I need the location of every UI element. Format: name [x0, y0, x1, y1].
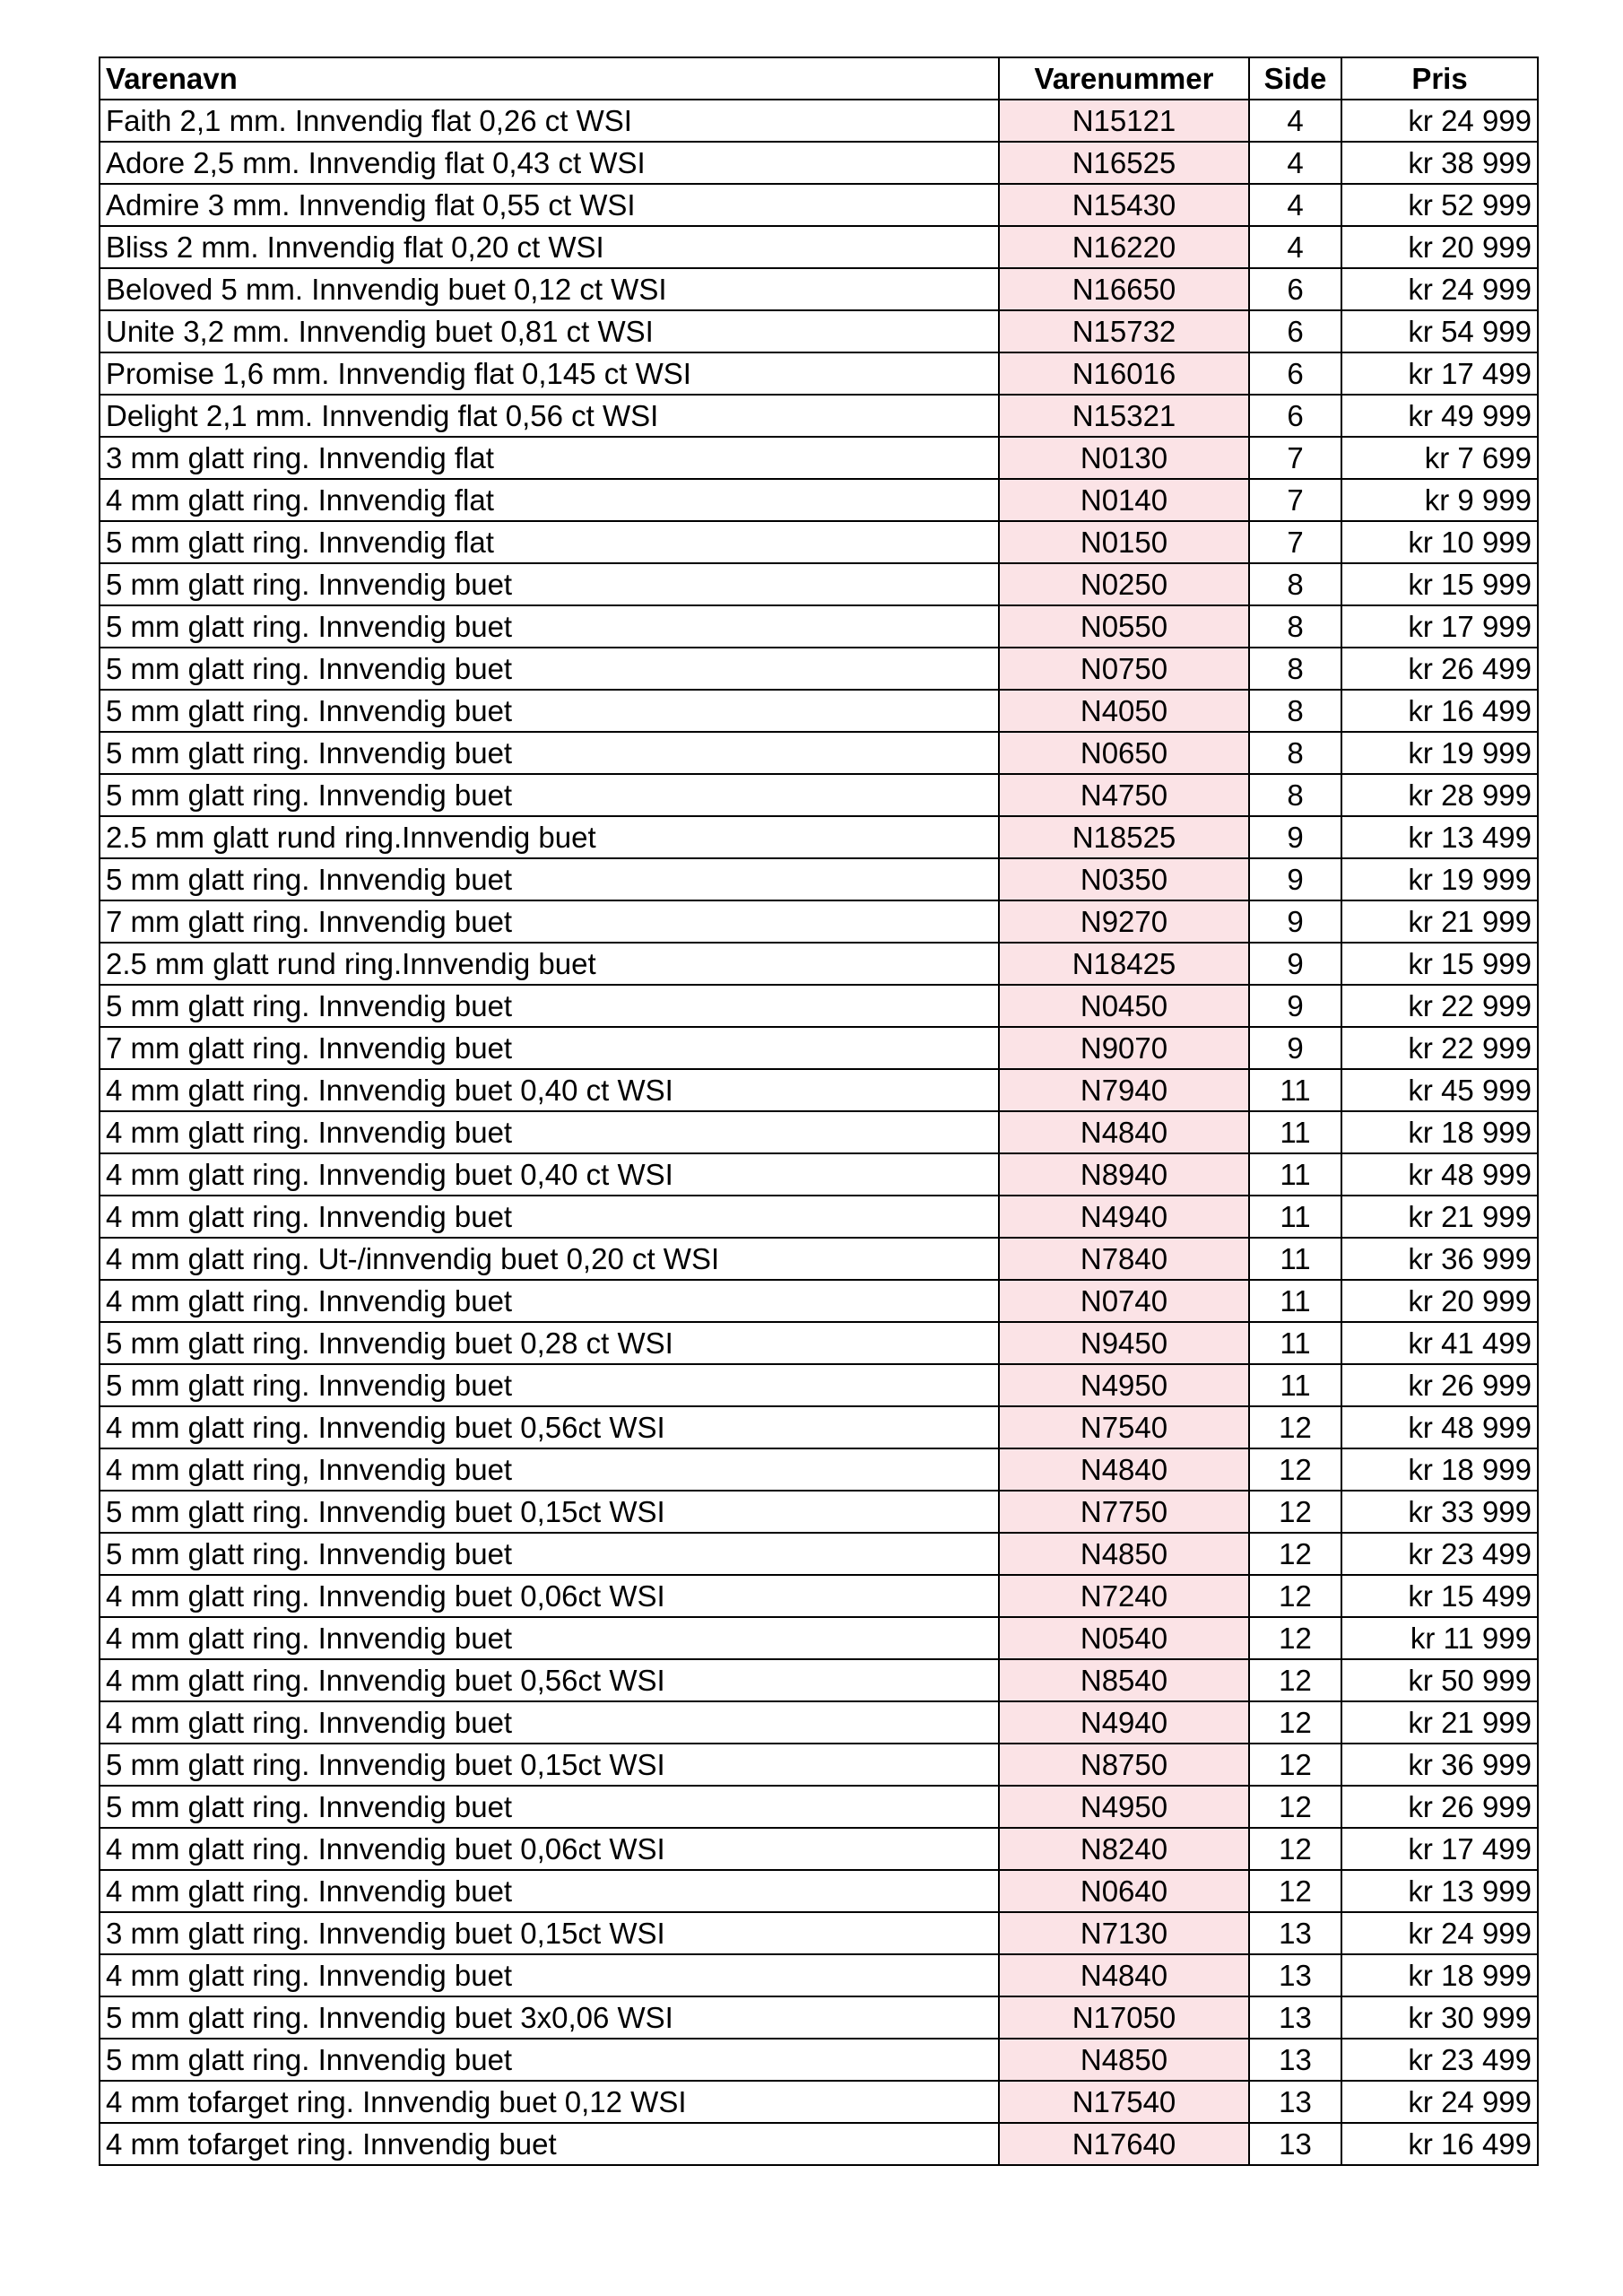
- page-number-cell: 6: [1249, 310, 1341, 352]
- table-row: [100, 648, 1538, 690]
- price-cell: kr 15 499: [1341, 1575, 1538, 1617]
- price-cell: kr 11 999: [1341, 1617, 1538, 1659]
- price-cell: kr 36 999: [1341, 1238, 1538, 1280]
- price-cell: kr 24 999: [1341, 100, 1538, 142]
- page-number-cell: 13: [1249, 1996, 1341, 2039]
- price-cell: kr 33 999: [1341, 1491, 1538, 1533]
- table-row: [100, 985, 1538, 1027]
- item-number-cell: N4050: [999, 690, 1249, 732]
- price-cell: kr 20 999: [1341, 1280, 1538, 1322]
- item-number-cell: N7240: [999, 1575, 1249, 1617]
- page-number-cell: 12: [1249, 1575, 1341, 1617]
- table-body: [100, 100, 1538, 2165]
- item-number-cell: N7750: [999, 1491, 1249, 1533]
- table-row: [100, 1786, 1538, 1828]
- product-name-cell: 5 mm glatt ring. Innvendig buet: [100, 2039, 999, 2081]
- price-cell: kr 22 999: [1341, 1027, 1538, 1069]
- product-name-cell: Bliss 2 mm. Innvendig flat 0,20 ct WSI: [100, 226, 999, 268]
- table-row: [100, 2039, 1538, 2081]
- table-row: [100, 1617, 1538, 1659]
- product-name-cell: 4 mm glatt ring. Innvendig buet: [100, 1954, 999, 1996]
- item-number-cell: N0650: [999, 732, 1249, 774]
- product-name-cell: 5 mm glatt ring. Innvendig buet: [100, 732, 999, 774]
- page-number-cell: 12: [1249, 1786, 1341, 1828]
- page-number-cell: 8: [1249, 732, 1341, 774]
- page-number-cell: 8: [1249, 774, 1341, 816]
- product-name-cell: 7 mm glatt ring. Innvendig buet: [100, 1027, 999, 1069]
- price-cell: kr 26 999: [1341, 1786, 1538, 1828]
- price-cell: kr 24 999: [1341, 268, 1538, 310]
- table-row: [100, 2123, 1538, 2165]
- price-cell: kr 16 499: [1341, 690, 1538, 732]
- product-name-cell: Delight 2,1 mm. Innvendig flat 0,56 ct WSI: [100, 395, 999, 437]
- page-number-cell: 4: [1249, 100, 1341, 142]
- page-number-cell: 9: [1249, 858, 1341, 900]
- product-name-cell: 5 mm glatt ring. Innvendig buet: [100, 605, 999, 648]
- page-number-cell: 9: [1249, 900, 1341, 943]
- price-cell: kr 41 499: [1341, 1322, 1538, 1364]
- price-cell: kr 21 999: [1341, 1701, 1538, 1744]
- product-name-cell: 5 mm glatt ring. Innvendig flat: [100, 521, 999, 563]
- item-number-cell: N9270: [999, 900, 1249, 943]
- table-row: [100, 900, 1538, 943]
- table-row: [100, 1701, 1538, 1744]
- table-row: [100, 1111, 1538, 1153]
- product-name-cell: 5 mm glatt ring. Innvendig buet: [100, 1533, 999, 1575]
- page-number-cell: 12: [1249, 1617, 1341, 1659]
- table-row: [100, 1448, 1538, 1491]
- item-number-cell: N15321: [999, 395, 1249, 437]
- price-cell: kr 23 499: [1341, 1533, 1538, 1575]
- product-name-cell: 4 mm glatt ring. Innvendig buet: [100, 1196, 999, 1238]
- page-number-cell: 12: [1249, 1491, 1341, 1533]
- price-cell: kr 16 499: [1341, 2123, 1538, 2165]
- product-name-cell: Beloved 5 mm. Innvendig buet 0,12 ct WSI: [100, 268, 999, 310]
- product-name-cell: 5 mm glatt ring. Innvendig buet 3x0,06 WSI: [100, 1996, 999, 2039]
- table-row: [100, 1322, 1538, 1364]
- page-number-cell: 4: [1249, 184, 1341, 226]
- item-number-cell: N4840: [999, 1448, 1249, 1491]
- price-cell: kr 21 999: [1341, 900, 1538, 943]
- item-number-cell: N15121: [999, 100, 1249, 142]
- price-cell: kr 22 999: [1341, 985, 1538, 1027]
- price-cell: kr 49 999: [1341, 395, 1538, 437]
- price-cell: kr 24 999: [1341, 1912, 1538, 1954]
- page-number-cell: 11: [1249, 1238, 1341, 1280]
- page-number-cell: 9: [1249, 985, 1341, 1027]
- product-name-cell: 5 mm glatt ring. Innvendig buet: [100, 774, 999, 816]
- page-number-cell: 11: [1249, 1153, 1341, 1196]
- page-number-cell: 7: [1249, 479, 1341, 521]
- product-name-cell: Faith 2,1 mm. Innvendig flat 0,26 ct WSI: [100, 100, 999, 142]
- header-row: [100, 57, 1538, 100]
- price-cell: kr 48 999: [1341, 1153, 1538, 1196]
- table-row: [100, 690, 1538, 732]
- table-row: [100, 352, 1538, 395]
- item-number-cell: N16525: [999, 142, 1249, 184]
- table-row: [100, 226, 1538, 268]
- item-number-cell: N7940: [999, 1069, 1249, 1111]
- item-number-cell: N9450: [999, 1322, 1249, 1364]
- page-number-cell: 11: [1249, 1111, 1341, 1153]
- product-name-cell: 4 mm glatt ring. Innvendig buet: [100, 1617, 999, 1659]
- product-name-cell: 4 mm glatt ring. Innvendig buet: [100, 1280, 999, 1322]
- price-cell: kr 26 999: [1341, 1364, 1538, 1406]
- table-row: [100, 1069, 1538, 1111]
- table-row: [100, 1491, 1538, 1533]
- price-cell: kr 19 999: [1341, 732, 1538, 774]
- table-row: [100, 732, 1538, 774]
- item-number-cell: N4750: [999, 774, 1249, 816]
- item-number-cell: N0550: [999, 605, 1249, 648]
- product-name-cell: Unite 3,2 mm. Innvendig buet 0,81 ct WSI: [100, 310, 999, 352]
- header-varenummer: Varenummer: [999, 57, 1249, 100]
- item-number-cell: N18525: [999, 816, 1249, 858]
- product-name-cell: Promise 1,6 mm. Innvendig flat 0,145 ct WSI: [100, 352, 999, 395]
- item-number-cell: N8540: [999, 1659, 1249, 1701]
- item-number-cell: N4950: [999, 1364, 1249, 1406]
- product-name-cell: 5 mm glatt ring. Innvendig buet: [100, 985, 999, 1027]
- price-cell: kr 36 999: [1341, 1744, 1538, 1786]
- table-row: [100, 1954, 1538, 1996]
- product-name-cell: 4 mm tofarget ring. Innvendig buet: [100, 2123, 999, 2165]
- product-name-cell: 2.5 mm glatt rund ring.Innvendig buet: [100, 943, 999, 985]
- product-name-cell: 5 mm glatt ring. Innvendig buet: [100, 563, 999, 605]
- price-cell: kr 15 999: [1341, 563, 1538, 605]
- product-name-cell: 4 mm tofarget ring. Innvendig buet 0,12 WSI: [100, 2081, 999, 2123]
- item-number-cell: N0540: [999, 1617, 1249, 1659]
- price-cell: kr 18 999: [1341, 1111, 1538, 1153]
- page-number-cell: 4: [1249, 142, 1341, 184]
- page-number-cell: 8: [1249, 563, 1341, 605]
- table-row: [100, 437, 1538, 479]
- item-number-cell: N0150: [999, 521, 1249, 563]
- item-number-cell: N4850: [999, 2039, 1249, 2081]
- price-cell: kr 7 699: [1341, 437, 1538, 479]
- price-cell: kr 54 999: [1341, 310, 1538, 352]
- page-number-cell: 12: [1249, 1533, 1341, 1575]
- item-number-cell: N0250: [999, 563, 1249, 605]
- price-cell: kr 13 499: [1341, 816, 1538, 858]
- price-cell: kr 52 999: [1341, 184, 1538, 226]
- item-number-cell: N4850: [999, 1533, 1249, 1575]
- product-name-cell: 5 mm glatt ring. Innvendig buet: [100, 648, 999, 690]
- price-cell: kr 20 999: [1341, 226, 1538, 268]
- page-number-cell: 11: [1249, 1280, 1341, 1322]
- table-row: [100, 816, 1538, 858]
- price-cell: kr 30 999: [1341, 1996, 1538, 2039]
- page-number-cell: 12: [1249, 1406, 1341, 1448]
- item-number-cell: N0640: [999, 1870, 1249, 1912]
- table-row: [100, 858, 1538, 900]
- page-number-cell: 13: [1249, 2039, 1341, 2081]
- page-number-cell: 11: [1249, 1069, 1341, 1111]
- page-number-cell: 9: [1249, 816, 1341, 858]
- table-row: [100, 943, 1538, 985]
- product-name-cell: 4 mm glatt ring. Innvendig buet 0,56ct WSI: [100, 1659, 999, 1701]
- price-cell: kr 10 999: [1341, 521, 1538, 563]
- item-number-cell: N17540: [999, 2081, 1249, 2123]
- table-row: [100, 1996, 1538, 2039]
- table-row: [100, 1912, 1538, 1954]
- item-number-cell: N9070: [999, 1027, 1249, 1069]
- table-row: [100, 1744, 1538, 1786]
- price-cell: kr 38 999: [1341, 142, 1538, 184]
- table-row: [100, 479, 1538, 521]
- item-number-cell: N0140: [999, 479, 1249, 521]
- item-number-cell: N7540: [999, 1406, 1249, 1448]
- table-row: [100, 310, 1538, 352]
- table-row: [100, 2081, 1538, 2123]
- product-name-cell: 4 mm glatt ring. Innvendig buet: [100, 1701, 999, 1744]
- product-name-cell: 4 mm glatt ring. Innvendig buet: [100, 1111, 999, 1153]
- product-name-cell: 4 mm glatt ring. Innvendig buet: [100, 1870, 999, 1912]
- item-number-cell: N0450: [999, 985, 1249, 1027]
- page-number-cell: 11: [1249, 1196, 1341, 1238]
- page-number-cell: 13: [1249, 1954, 1341, 1996]
- header-side: Side: [1249, 57, 1341, 100]
- table-row: [100, 1659, 1538, 1701]
- price-cell: kr 23 499: [1341, 2039, 1538, 2081]
- price-cell: kr 26 499: [1341, 648, 1538, 690]
- item-number-cell: N0740: [999, 1280, 1249, 1322]
- product-name-cell: 5 mm glatt ring. Innvendig buet: [100, 1364, 999, 1406]
- item-number-cell: N4940: [999, 1701, 1249, 1744]
- table-row: [100, 1027, 1538, 1069]
- header-pris: Pris: [1341, 57, 1538, 100]
- page-number-cell: 4: [1249, 226, 1341, 268]
- header-varenavn: Varenavn: [100, 57, 999, 100]
- price-cell: kr 17 499: [1341, 352, 1538, 395]
- item-number-cell: N15430: [999, 184, 1249, 226]
- page-number-cell: 9: [1249, 943, 1341, 985]
- product-name-cell: 7 mm glatt ring. Innvendig buet: [100, 900, 999, 943]
- page-number-cell: 13: [1249, 1912, 1341, 1954]
- table-row: [100, 100, 1538, 142]
- page-number-cell: 12: [1249, 1744, 1341, 1786]
- page-number-cell: 7: [1249, 437, 1341, 479]
- table-row: [100, 521, 1538, 563]
- item-number-cell: N0350: [999, 858, 1249, 900]
- page-number-cell: 12: [1249, 1448, 1341, 1491]
- product-name-cell: 4 mm glatt ring, Innvendig buet: [100, 1448, 999, 1491]
- item-number-cell: N16650: [999, 268, 1249, 310]
- table-row: [100, 1870, 1538, 1912]
- product-name-cell: 4 mm glatt ring. Innvendig buet 0,40 ct WSI: [100, 1069, 999, 1111]
- product-name-cell: 5 mm glatt ring. Innvendig buet: [100, 858, 999, 900]
- page-number-cell: 8: [1249, 605, 1341, 648]
- page-number-cell: 6: [1249, 395, 1341, 437]
- price-list-table: [99, 57, 1539, 2166]
- price-cell: kr 18 999: [1341, 1448, 1538, 1491]
- page-number-cell: 6: [1249, 352, 1341, 395]
- price-cell: kr 15 999: [1341, 943, 1538, 985]
- product-name-cell: 2.5 mm glatt rund ring.Innvendig buet: [100, 816, 999, 858]
- product-name-cell: 5 mm glatt ring. Innvendig buet 0,15ct WSI: [100, 1491, 999, 1533]
- table-row: [100, 142, 1538, 184]
- item-number-cell: N4840: [999, 1954, 1249, 1996]
- page-number-cell: 11: [1249, 1364, 1341, 1406]
- product-name-cell: 4 mm glatt ring. Innvendig buet 0,56ct WSI: [100, 1406, 999, 1448]
- product-name-cell: Admire 3 mm. Innvendig flat 0,55 ct WSI: [100, 184, 999, 226]
- page-number-cell: 13: [1249, 2081, 1341, 2123]
- item-number-cell: N16016: [999, 352, 1249, 395]
- table-row: [100, 605, 1538, 648]
- item-number-cell: N8940: [999, 1153, 1249, 1196]
- table-row: [100, 1533, 1538, 1575]
- page-number-cell: 12: [1249, 1701, 1341, 1744]
- item-number-cell: N17050: [999, 1996, 1249, 2039]
- price-cell: kr 50 999: [1341, 1659, 1538, 1701]
- item-number-cell: N16220: [999, 226, 1249, 268]
- product-name-cell: Adore 2,5 mm. Innvendig flat 0,43 ct WSI: [100, 142, 999, 184]
- price-cell: kr 21 999: [1341, 1196, 1538, 1238]
- item-number-cell: N18425: [999, 943, 1249, 985]
- table-row: [100, 1196, 1538, 1238]
- page-number-cell: 8: [1249, 648, 1341, 690]
- table-row: [100, 184, 1538, 226]
- table-row: [100, 774, 1538, 816]
- table-row: [100, 1406, 1538, 1448]
- product-name-cell: 3 mm glatt ring. Innvendig flat: [100, 437, 999, 479]
- page-number-cell: 6: [1249, 268, 1341, 310]
- page-number-cell: 13: [1249, 2123, 1341, 2165]
- item-number-cell: N15732: [999, 310, 1249, 352]
- item-number-cell: N8240: [999, 1828, 1249, 1870]
- page-number-cell: 12: [1249, 1828, 1341, 1870]
- price-cell: kr 13 999: [1341, 1870, 1538, 1912]
- table-row: [100, 1280, 1538, 1322]
- item-number-cell: N7840: [999, 1238, 1249, 1280]
- product-name-cell: 5 mm glatt ring. Innvendig buet 0,15ct WSI: [100, 1744, 999, 1786]
- table-row: [100, 563, 1538, 605]
- product-name-cell: 4 mm glatt ring. Innvendig buet 0,40 ct WSI: [100, 1153, 999, 1196]
- table-row: [100, 1238, 1538, 1280]
- product-name-cell: 4 mm glatt ring. Innvendig buet 0,06ct WSI: [100, 1828, 999, 1870]
- item-number-cell: N7130: [999, 1912, 1249, 1954]
- price-cell: kr 45 999: [1341, 1069, 1538, 1111]
- page-number-cell: 12: [1249, 1659, 1341, 1701]
- item-number-cell: N17640: [999, 2123, 1249, 2165]
- item-number-cell: N8750: [999, 1744, 1249, 1786]
- product-name-cell: 4 mm glatt ring. Innvendig buet 0,06ct WSI: [100, 1575, 999, 1617]
- product-name-cell: 4 mm glatt ring. Innvendig flat: [100, 479, 999, 521]
- item-number-cell: N4840: [999, 1111, 1249, 1153]
- item-number-cell: N0750: [999, 648, 1249, 690]
- item-number-cell: N0130: [999, 437, 1249, 479]
- table-row: [100, 1828, 1538, 1870]
- price-cell: kr 17 499: [1341, 1828, 1538, 1870]
- page-number-cell: 9: [1249, 1027, 1341, 1069]
- product-name-cell: 4 mm glatt ring. Ut-/innvendig buet 0,20 ct WSI: [100, 1238, 999, 1280]
- table-row: [100, 395, 1538, 437]
- table-row: [100, 1575, 1538, 1617]
- price-cell: kr 9 999: [1341, 479, 1538, 521]
- price-cell: kr 18 999: [1341, 1954, 1538, 1996]
- product-name-cell: 5 mm glatt ring. Innvendig buet: [100, 690, 999, 732]
- page-number-cell: 8: [1249, 690, 1341, 732]
- page-number-cell: 11: [1249, 1322, 1341, 1364]
- product-name-cell: 5 mm glatt ring. Innvendig buet: [100, 1786, 999, 1828]
- price-cell: kr 28 999: [1341, 774, 1538, 816]
- table-row: [100, 268, 1538, 310]
- table-row: [100, 1153, 1538, 1196]
- price-cell: kr 19 999: [1341, 858, 1538, 900]
- table-row: [100, 1364, 1538, 1406]
- page-number-cell: 12: [1249, 1870, 1341, 1912]
- price-cell: kr 48 999: [1341, 1406, 1538, 1448]
- product-name-cell: 5 mm glatt ring. Innvendig buet 0,28 ct WSI: [100, 1322, 999, 1364]
- item-number-cell: N4950: [999, 1786, 1249, 1828]
- price-cell: kr 17 999: [1341, 605, 1538, 648]
- product-name-cell: 3 mm glatt ring. Innvendig buet 0,15ct WSI: [100, 1912, 999, 1954]
- page-number-cell: 7: [1249, 521, 1341, 563]
- item-number-cell: N4940: [999, 1196, 1249, 1238]
- price-cell: kr 24 999: [1341, 2081, 1538, 2123]
